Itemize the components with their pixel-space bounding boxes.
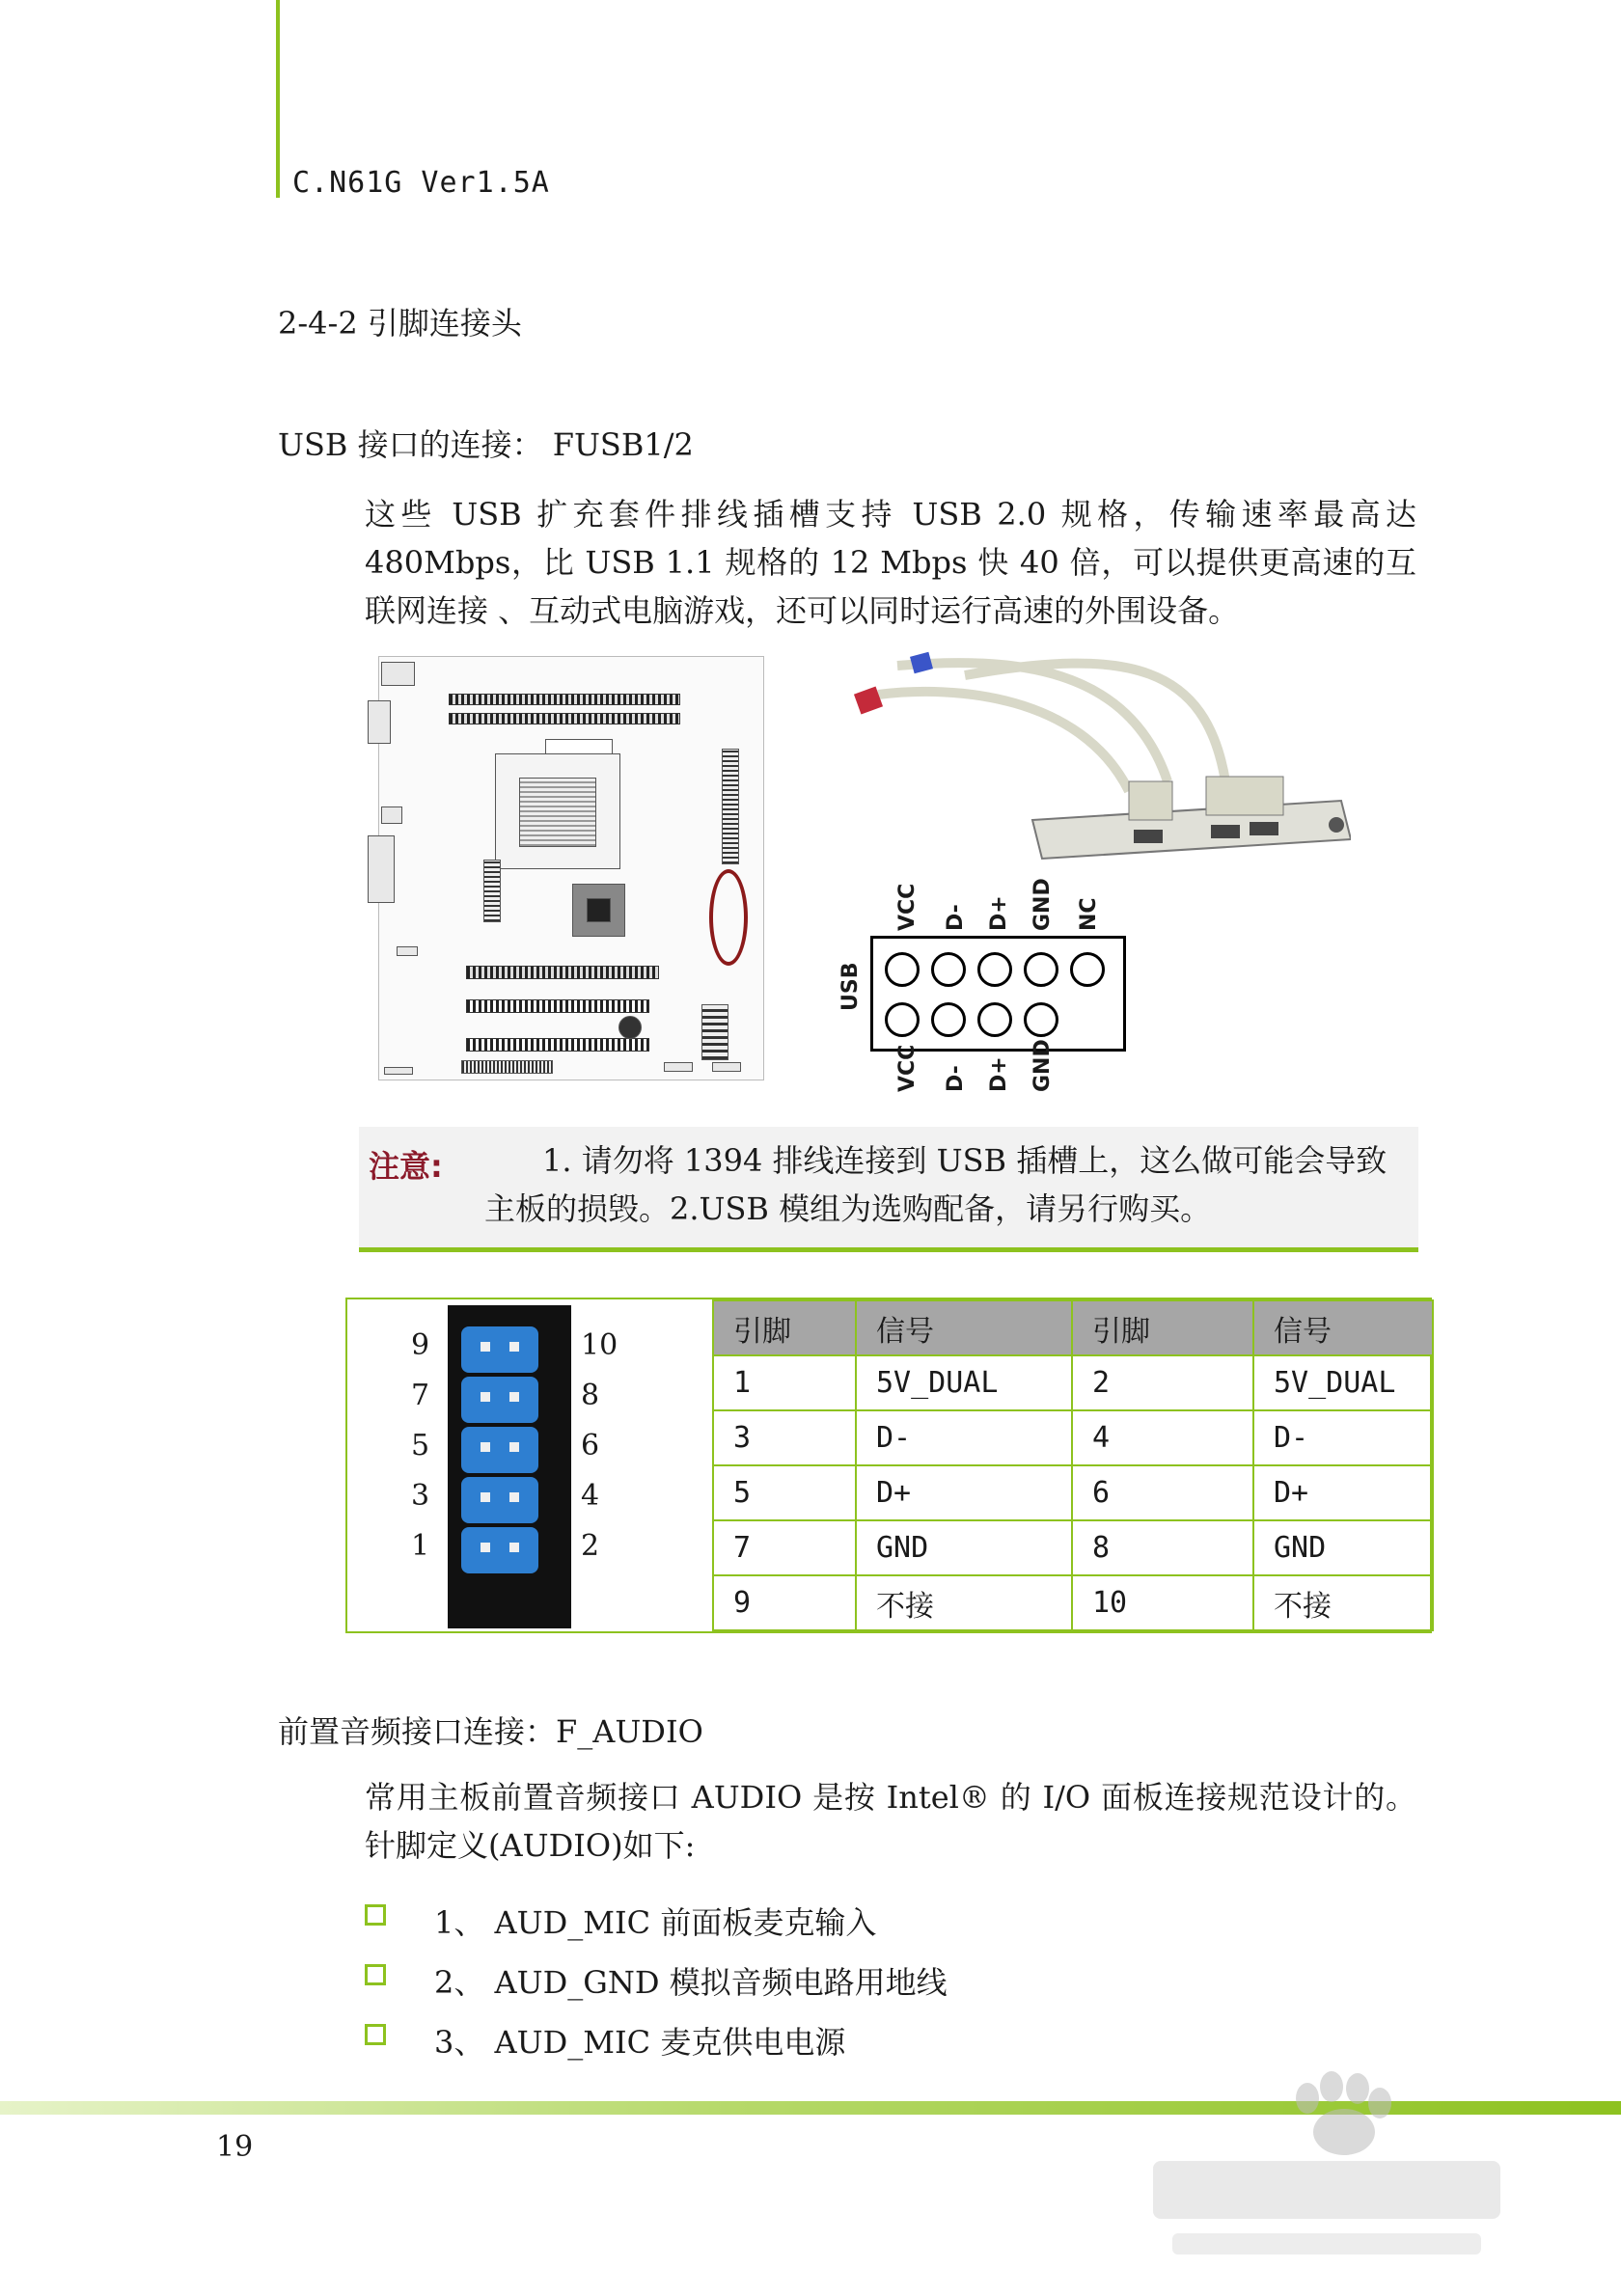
table-cell: 4 — [1072, 1410, 1253, 1465]
usb-pin-table-block — [345, 1298, 1432, 1633]
usb-bracket-cable-image — [839, 637, 1351, 878]
table-cell: D- — [856, 1410, 1072, 1465]
usb-heading: USB 接口的连接： FUSB1/2 — [278, 426, 694, 463]
motherboard-image — [378, 656, 764, 1080]
pin-number: 9 — [411, 1328, 430, 1362]
pin-number: 1 — [411, 1529, 430, 1563]
table-cell: D- — [1253, 1410, 1433, 1465]
pin — [931, 952, 966, 987]
audio-heading: 前置音频接口连接：F_AUDIO — [278, 1713, 703, 1750]
table-cell: 5 — [713, 1465, 856, 1520]
pin-number: 5 — [411, 1429, 430, 1462]
pin — [931, 1002, 966, 1037]
checkbox-bullet-icon — [365, 1904, 386, 1926]
table-cell: 5V_DUAL — [856, 1355, 1072, 1410]
table-header: 引脚 — [1072, 1300, 1253, 1355]
pin-number: 6 — [581, 1429, 600, 1462]
table-cell: D+ — [856, 1465, 1072, 1520]
pin — [1024, 952, 1058, 987]
pin-number: 4 — [581, 1479, 600, 1513]
audio-description: 常用主板前置音频接口 AUDIO 是按 Intel® 的 I/O 面板连接规范设计的。针脚定义(AUDIO)如下: — [365, 1779, 1416, 1864]
section-title: 2-4-2 引脚连接头 — [278, 305, 522, 342]
pin-number: 2 — [581, 1529, 600, 1563]
table-cell: 9 — [713, 1575, 856, 1630]
table-cell: GND — [1253, 1520, 1433, 1575]
table-row — [713, 1575, 1433, 1630]
table-row — [713, 1465, 1433, 1520]
table-row — [713, 1410, 1433, 1465]
pin — [885, 952, 920, 987]
usb-pin-diagram — [830, 849, 1148, 1100]
table-row — [713, 1355, 1433, 1410]
pin-table — [712, 1299, 1434, 1631]
table-cell: 2 — [1072, 1355, 1253, 1410]
pin-label-top: GND — [1030, 878, 1055, 931]
note-label: 注意: — [369, 1148, 443, 1185]
note-text: 1. 请勿将 1394 排线连接到 USB 插槽上，这么做可能会导致主板的损毁。2.USB 模组为选购配备，请另行购买。 — [484, 1142, 1387, 1227]
pin-number: 8 — [581, 1379, 600, 1412]
pin-label-bottom: GND — [1030, 1039, 1055, 1092]
table-cell: 5V_DUAL — [1253, 1355, 1433, 1410]
table-cell: 6 — [1072, 1465, 1253, 1520]
usb-description: 这些 USB 扩充套件排线插槽支持 USB 2.0 规格，传输速率最高达 480Mbps，比 USB 1.1 规格的 12 Mbps 快 40 倍，可以提供更高速的互联网连接 、互动式电脑游戏，还可以同时运行高速的外围设备。 — [365, 496, 1416, 629]
pin — [1024, 1002, 1058, 1037]
table-row — [713, 1520, 1433, 1575]
table-header: 引脚 — [713, 1300, 856, 1355]
pin-label-bottom: VCC — [895, 1044, 920, 1092]
baidu-watermark-logo — [1134, 2060, 1539, 2272]
page-number: 19 — [216, 2130, 254, 2164]
usb-side-label: USB — [838, 962, 863, 1011]
pin-label-top: NC — [1077, 897, 1101, 931]
pin-number: 7 — [411, 1379, 430, 1412]
table-cell: 7 — [713, 1520, 856, 1575]
pin — [977, 1002, 1012, 1037]
pin — [977, 952, 1012, 987]
pin-number: 3 — [411, 1479, 430, 1513]
table-cell: 1 — [713, 1355, 856, 1410]
usb-pin-box — [870, 936, 1126, 1052]
pin-label-bottom: D- — [944, 1065, 968, 1092]
table-header-row — [713, 1300, 1433, 1355]
usb-header-highlight — [709, 869, 748, 966]
usb-header-photo — [448, 1305, 571, 1628]
checkbox-bullet-icon — [365, 2024, 386, 2045]
table-header: 信号 — [1253, 1300, 1433, 1355]
table-cell: 不接 — [856, 1575, 1072, 1630]
table-cell: 8 — [1072, 1520, 1253, 1575]
table-cell: GND — [856, 1520, 1072, 1575]
note-box — [359, 1127, 1418, 1252]
header-model: C.N61G Ver1.5A — [292, 166, 550, 200]
pin-label-bottom: D+ — [987, 1056, 1011, 1092]
table-cell: 3 — [713, 1410, 856, 1465]
pin-label-top: D+ — [987, 895, 1011, 931]
pin-label-top: D- — [944, 904, 968, 931]
pin-label-top: VCC — [895, 883, 920, 931]
checkbox-bullet-icon — [365, 1964, 386, 1985]
header-accent-line — [276, 0, 280, 198]
table-cell: D+ — [1253, 1465, 1433, 1520]
pin-number: 10 — [581, 1328, 618, 1362]
pin — [885, 1002, 920, 1037]
table-cell: 10 — [1072, 1575, 1253, 1630]
pin — [1070, 952, 1105, 987]
table-cell: 不接 — [1253, 1575, 1433, 1630]
table-header: 信号 — [856, 1300, 1072, 1355]
